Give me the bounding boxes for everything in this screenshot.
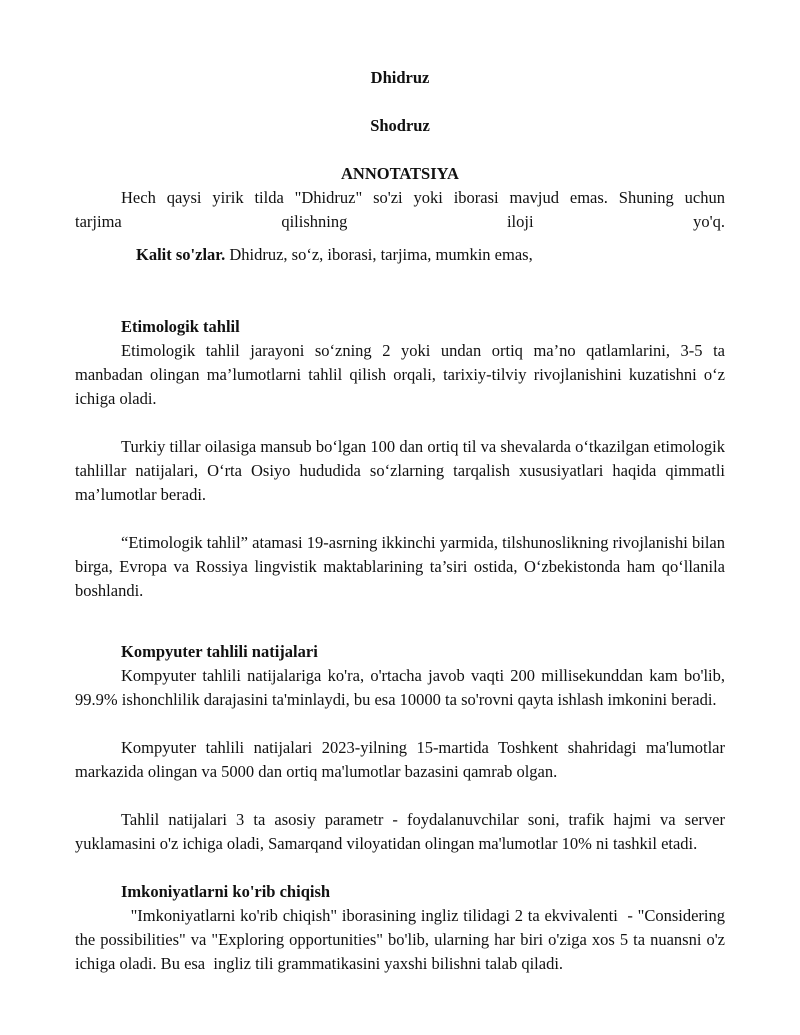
annotation-line-1: Hech qaysi yirik tilda "Dhidruz" so'zi yoki iborasi mavjud emas. Shuning uchun: [121, 188, 725, 207]
document-title: Dhidruz: [370, 68, 430, 87]
computer-paragraph-2: Kompyuter tahlili natijalari 2023-yilning 15-martida Toshkent shahridagi ma'lumotlar markazida olingan va 5000 dan ortiq ma'lumotlar bazasini qamrab olgan.: [75, 738, 725, 781]
annotation-paragraph: [75, 186, 725, 234]
possibilities-paragraph-1: "Imkoniyatlarni ko'rib chiqish" iborasining ingliz tilidagi 2 ta ekvivalenti - "Considering the possibilities" va "Exploring opportunities" bo'lib, ularning har biri o'ziga xos 5 ta nuansni o'z ichiga oladi. Bu esa ingliz tili grammatikasini yaxshi bilishni talab qiladi.: [75, 906, 730, 973]
keywords-label: Kalit so'zlar.: [136, 245, 226, 264]
etymology-paragraph-2: Turkiy tillar oilasiga mansub bo‘lgan 100 dan ortiq til va shevalarda o‘tkazilgan etimologik tahlillar natijalari, O‘rta Osiyo hududida so‘zlarning tarqalish xususiyatlari haqida qimmatli ma’lumotlar beradi.: [75, 437, 725, 504]
section-heading-possibilities: Imkoniyatlarni ko'rib chiqish: [121, 882, 331, 901]
keywords-text: Dhidruz, so‘z, iborasi, tarjima, mumkin emas,: [225, 245, 533, 264]
section-heading-computer: Kompyuter tahlili natijalari: [121, 642, 318, 661]
computer-paragraph-3: Tahlil natijalari 3 ta asosiy parametr - foydalanuvchilar soni, trafik hajmi va server yuklamasini o'z ichiga oladi, Samarqand viloyatidan olingan ma'lumotlar 10% ni tashkil etadi.: [75, 810, 725, 853]
document-subtitle: Shodruz: [370, 116, 430, 135]
computer-paragraph-1: Kompyuter tahlili natijalariga ko'ra, o'rtacha javob vaqti 200 millisekunddan kam bo'lib, 99.9% ishonchlilik darajasini ta'minlaydi, bu esa 10000 ta so'rovni qayta ishlash imkonini beradi.: [75, 666, 725, 709]
section-heading-etymology: Etimologik tahlil: [121, 317, 240, 336]
annotation-heading: ANNOTATSIYA: [341, 164, 459, 183]
document-page: [75, 62, 730, 976]
etymology-paragraph-3: “Etimologik tahlil” atamasi 19-asrning ikkinchi yarmida, tilshunoslikning rivojlanishi bilan birga, Evropa va Rossiya lingvistik maktablarining ta’siri ostida, O‘zbekistonda ham qo‘llanila boshlandi.: [75, 533, 725, 600]
keywords-line: [75, 243, 725, 267]
annotation-line-2: tarjima qilishning iloji yo'q.: [75, 212, 725, 231]
etymology-paragraph-1: Etimologik tahlil jarayoni so‘zning 2 yoki undan ortiq ma’no qatlamlarini, 3-5 ta manbadan olingan ma’lumotlarni tahlil qilish orqali, tarixiy-tilviy rivojlanishini kuzatishni o‘z ichiga oladi.: [75, 341, 725, 408]
